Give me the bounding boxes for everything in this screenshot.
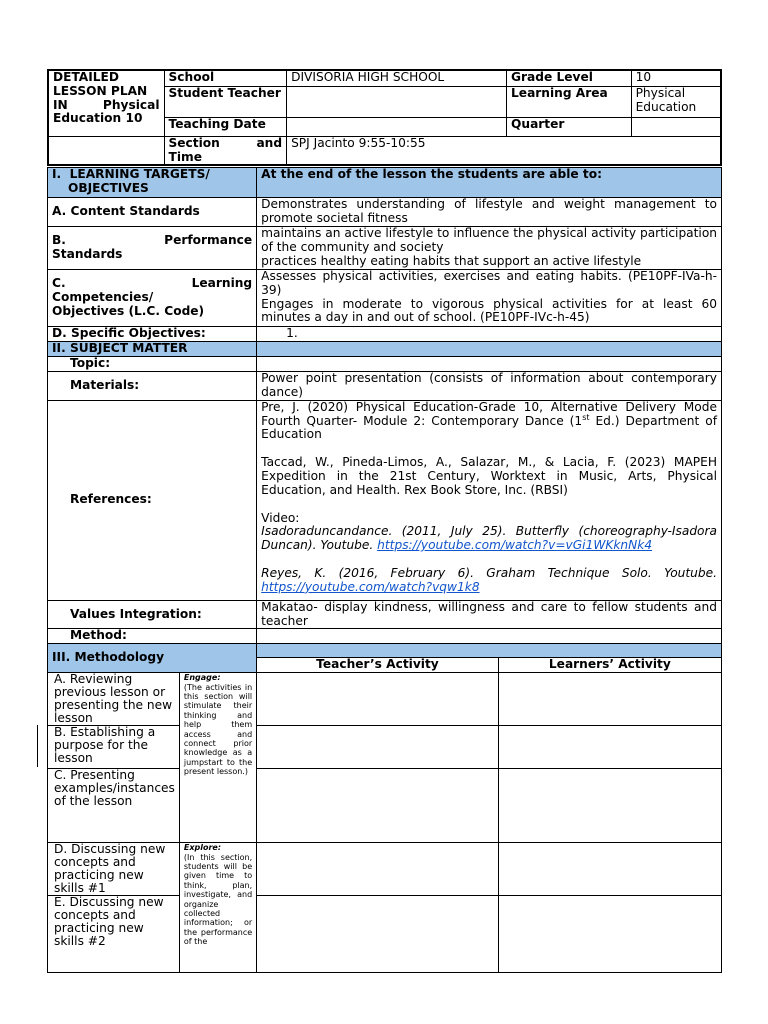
quarter-value <box>631 118 720 137</box>
explore-note: Explore: (In this section, students will be given time to think, plan, investigate, and organize collected information; or the performance of the <box>179 843 256 973</box>
grade-level-label: Grade Level <box>507 71 632 87</box>
learner-activity-a <box>498 673 721 726</box>
specific-objectives-text: 1. <box>257 327 722 342</box>
header-table <box>48 70 721 166</box>
learner-activity-b <box>498 726 721 769</box>
teacher-activity-d <box>257 843 499 896</box>
margin-revision-mark <box>37 725 38 767</box>
references-text <box>257 400 722 600</box>
student-teacher-label: Student Teacher <box>164 87 287 118</box>
teacher-activity-e <box>257 896 499 973</box>
values-integration-label: Values Integration: <box>48 600 257 629</box>
method-label: Method: <box>48 629 257 644</box>
teacher-activity-b <box>257 726 499 769</box>
performance-standards-text: maintains an active lifestyle to influence the physical activity participation of the community and society practices healthy eating habits that support an active lifestyle <box>257 227 722 270</box>
lesson-plan-title: DETAILED LESSON PLAN IN Physical Education 10 <box>49 71 165 137</box>
subject-matter-heading: II. SUBJECT MATTER <box>48 342 257 357</box>
subject-matter-heading-fill <box>257 342 722 357</box>
step-d-label: D. Discussing new concepts and practicing new skills #1 <box>48 843 180 896</box>
video-link-2[interactable]: https://youtube.com/watch?vqw1k8 <box>261 579 480 594</box>
video-reference-1: Isadoraduncandance. (2011, July 25). Butterfly (choreography-Isadora Duncan). Youtube. https://youtube.com/watch?v=vGi1WKknNk4 <box>261 524 717 553</box>
objectives-heading-text: At the end of the lesson the students are able to: <box>257 168 722 198</box>
learning-area-value: Physical Education <box>631 87 720 118</box>
content-standards-label: A. Content Standards <box>48 198 257 227</box>
references-label: References: <box>48 400 257 600</box>
school-label: School <box>164 71 287 87</box>
engage-note: Engage: (The activities in this section will stimulate their thinking and help them access and connect prior knowledge as a jumpstart to the present lesson.) <box>179 673 256 843</box>
learner-activity-d <box>498 843 721 896</box>
step-b-label: B. Establishing a purpose for the lesson <box>48 726 180 769</box>
reference-2: Taccad, W., Pineda-Limos, A., Salazar, M., & Lacia, F. (2023) MAPEH Expedition in the 21st Century, Worktext in Music, Arts, Physical Education, and Health. Rex Book Store, Inc. (RBSI) <box>261 455 717 497</box>
learner-activity-e <box>498 896 721 973</box>
content-standards-text: Demonstrates understanding of lifestyle and weight management to promote societal fitness <box>257 198 722 227</box>
step-e-label: E. Discussing new concepts and practicing new skills #2 <box>48 896 180 973</box>
method-value <box>257 629 722 644</box>
teacher-activity-header: Teacher’s Activity <box>257 658 499 673</box>
video-label: Video: <box>261 510 300 525</box>
materials-text: Power point presentation (consists of information about contemporary dance) <box>257 371 722 400</box>
topic-value <box>257 356 722 371</box>
reference-1: Pre, J. (2020) Physical Education-Grade 10, Alternative Delivery Mode Fourth Quarter- Module 2: Contemporary Dance (1st Ed.) Department of Education <box>261 399 717 442</box>
methodology-heading: III. Methodology <box>48 644 257 673</box>
step-a-label: A. Reviewing previous lesson or presenting the new lesson <box>48 673 180 726</box>
topic-label: Topic: <box>48 356 257 371</box>
student-teacher-value <box>287 87 507 118</box>
video-link-1[interactable]: https://youtube.com/watch?v=vGi1WKknNk4 <box>377 538 653 553</box>
section-value: SPJ Jacinto 9:55-10:55 <box>287 137 721 166</box>
step-c-label: C. Presenting examples/instances of the lesson <box>48 769 180 843</box>
learning-area-label: Learning Area <box>507 87 632 118</box>
main-table <box>47 167 722 973</box>
teacher-activity-a <box>257 673 499 726</box>
teaching-date-label: Teaching Date <box>164 118 287 137</box>
quarter-label: Quarter <box>507 118 632 137</box>
learner-activity-header: Learners’ Activity <box>498 658 721 673</box>
values-integration-text: Makatao- display kindness, willingness and care to fellow students and teacher <box>257 600 722 629</box>
methodology-heading-fill <box>257 644 722 658</box>
specific-objectives-label: D. Specific Objectives: <box>48 327 257 342</box>
objectives-heading: I. LEARNING TARGETS/ OBJECTIVES <box>48 168 257 198</box>
grade-level-value: 10 <box>631 71 720 87</box>
performance-standards-label: B. Performance Standards <box>48 227 257 270</box>
learning-competencies-text: Assesses physical activities, exercises and eating habits. (PE10PF-IVa-h-39) Engages in moderate to vigorous physical activities for at least 60 minutes a day in and out of school. (PE10PF-IVc-h-45) <box>257 270 722 327</box>
video-reference-2: Reyes, K. (2016, February 6). Graham Technique Solo. Youtube. https://youtube.com/watch?vqw1k8 <box>261 565 717 594</box>
teacher-activity-c <box>257 769 499 843</box>
learner-activity-c <box>498 769 721 843</box>
blank-cell <box>49 137 165 166</box>
teaching-date-value <box>287 118 507 137</box>
learning-competencies-label: C. Learning Competencies/ Objectives (L.C. Code) <box>48 270 257 327</box>
school-value: DIVISORIA HIGH SCHOOL <box>287 71 507 87</box>
materials-label: Materials: <box>48 371 257 400</box>
section-label: Section and Time <box>164 137 287 166</box>
